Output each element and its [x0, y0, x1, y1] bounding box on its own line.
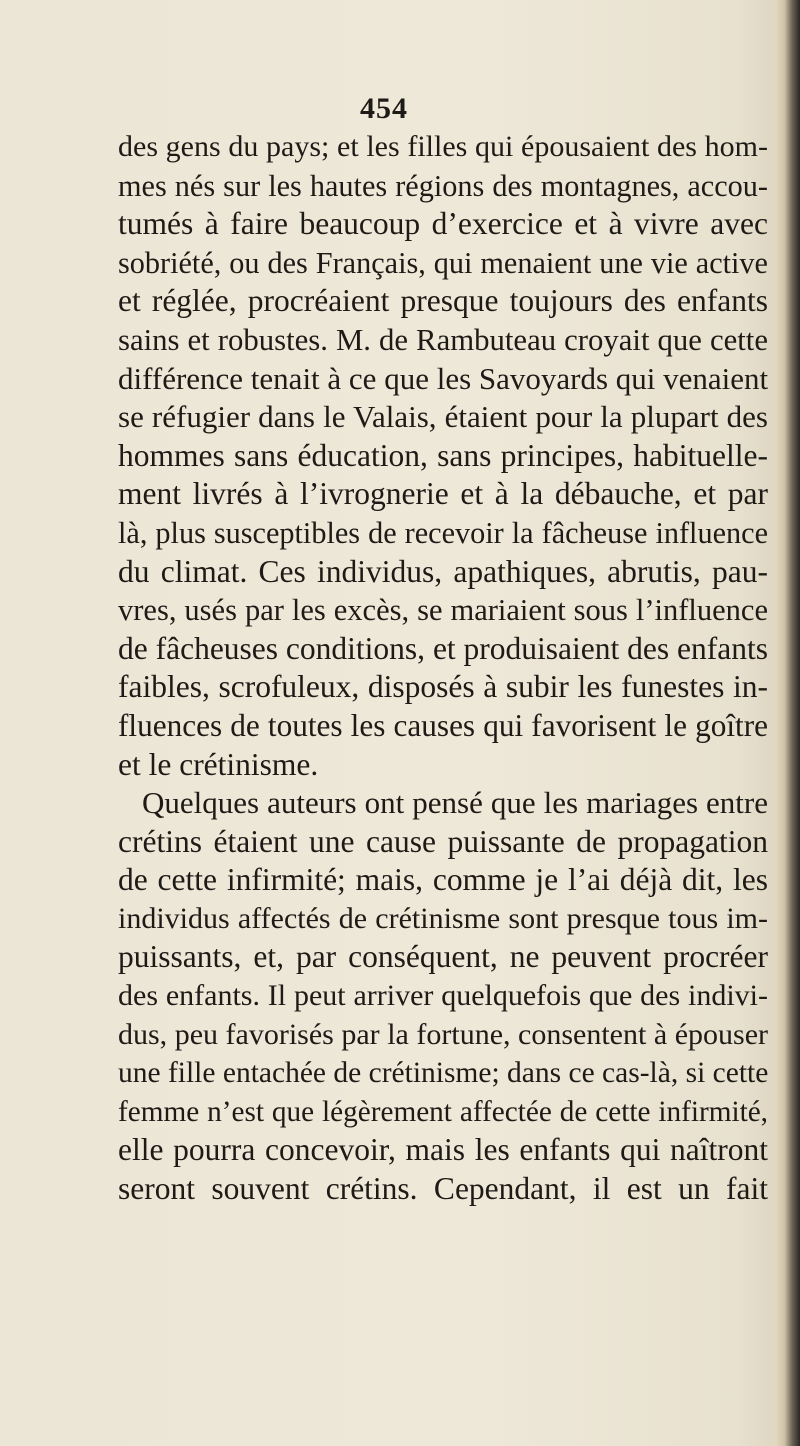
- text-line: une fille entachée de crétinisme; dans ce cas-là, si cette: [118, 1057, 769, 1090]
- text-line: fluences de toutes les causes qui favorisent le goître: [118, 707, 768, 743]
- page-number: 454: [360, 92, 408, 125]
- text-line: femme n’est que légèrement affectée de cette infirmité,: [118, 1095, 768, 1128]
- text-line: de cette infirmité; mais, comme je l’ai déjà dit, les: [118, 862, 768, 898]
- text-line: vres, usés par les excès, se mariaient sous l’influence: [118, 593, 768, 628]
- text-line: puissants, et, par conséquent, ne peuvent procréer: [118, 939, 768, 975]
- text-line: faibles, scrofuleux, disposés à subir les funestes in-: [118, 669, 768, 705]
- text-line: sains et robustes. M. de Rambuteau croyait que cette: [118, 322, 768, 357]
- text-line: et réglée, procréaient presque toujours des enfants: [118, 283, 768, 319]
- text-line: du climat. Ces individus, apathiques, abrutis, pau-: [118, 553, 768, 589]
- text-line: se réfugier dans le Valais, étaient pour la plupart des: [118, 399, 768, 435]
- text-line: différence tenait à ce que les Savoyards qui venaient: [118, 360, 769, 396]
- text-line: crétins étaient une cause puissante de propagation: [118, 823, 768, 859]
- body-text: [118, 128, 768, 1209]
- text-line: hommes sans éducation, sans principes, habituelle-: [118, 437, 768, 473]
- text-line: là, plus susceptibles de recevoir la fâcheuse influence: [118, 515, 768, 550]
- paragraph-start-line: Quelques auteurs ont pensé que les mariages entre: [142, 785, 768, 821]
- text-line: dus, peu favorisés par la fortune, consentent à épouser: [118, 1017, 768, 1051]
- text-line: mes nés sur les hautes régions des montagnes, accou-: [118, 168, 768, 203]
- page-gutter: [774, 0, 800, 1446]
- text-line: de fâcheuses conditions, et produisaient des enfants: [118, 630, 768, 666]
- text-line: individus affectés de crétinisme sont presque tous im-: [118, 901, 768, 935]
- text-line: des gens du pays; et les filles qui épousaient des hom-: [118, 130, 768, 163]
- text-line: sobriété, ou des Français, qui menaient une vie active: [118, 245, 768, 280]
- text-line: seront souvent crétins. Cependant, il est un fait: [118, 1171, 768, 1207]
- text-line: tumés à faire beaucoup d’exercice et à vivre avec: [118, 206, 768, 242]
- text-line: ment livrés à l’ivrognerie et à la débauche, et par: [118, 476, 768, 512]
- paragraph-end-line: et le crétinisme.: [118, 746, 319, 782]
- text-line: elle pourra concevoir, mais les enfants qui naîtront: [118, 1132, 768, 1168]
- text-line: des enfants. Il peut arriver quelquefois que des indivi-: [118, 979, 768, 1013]
